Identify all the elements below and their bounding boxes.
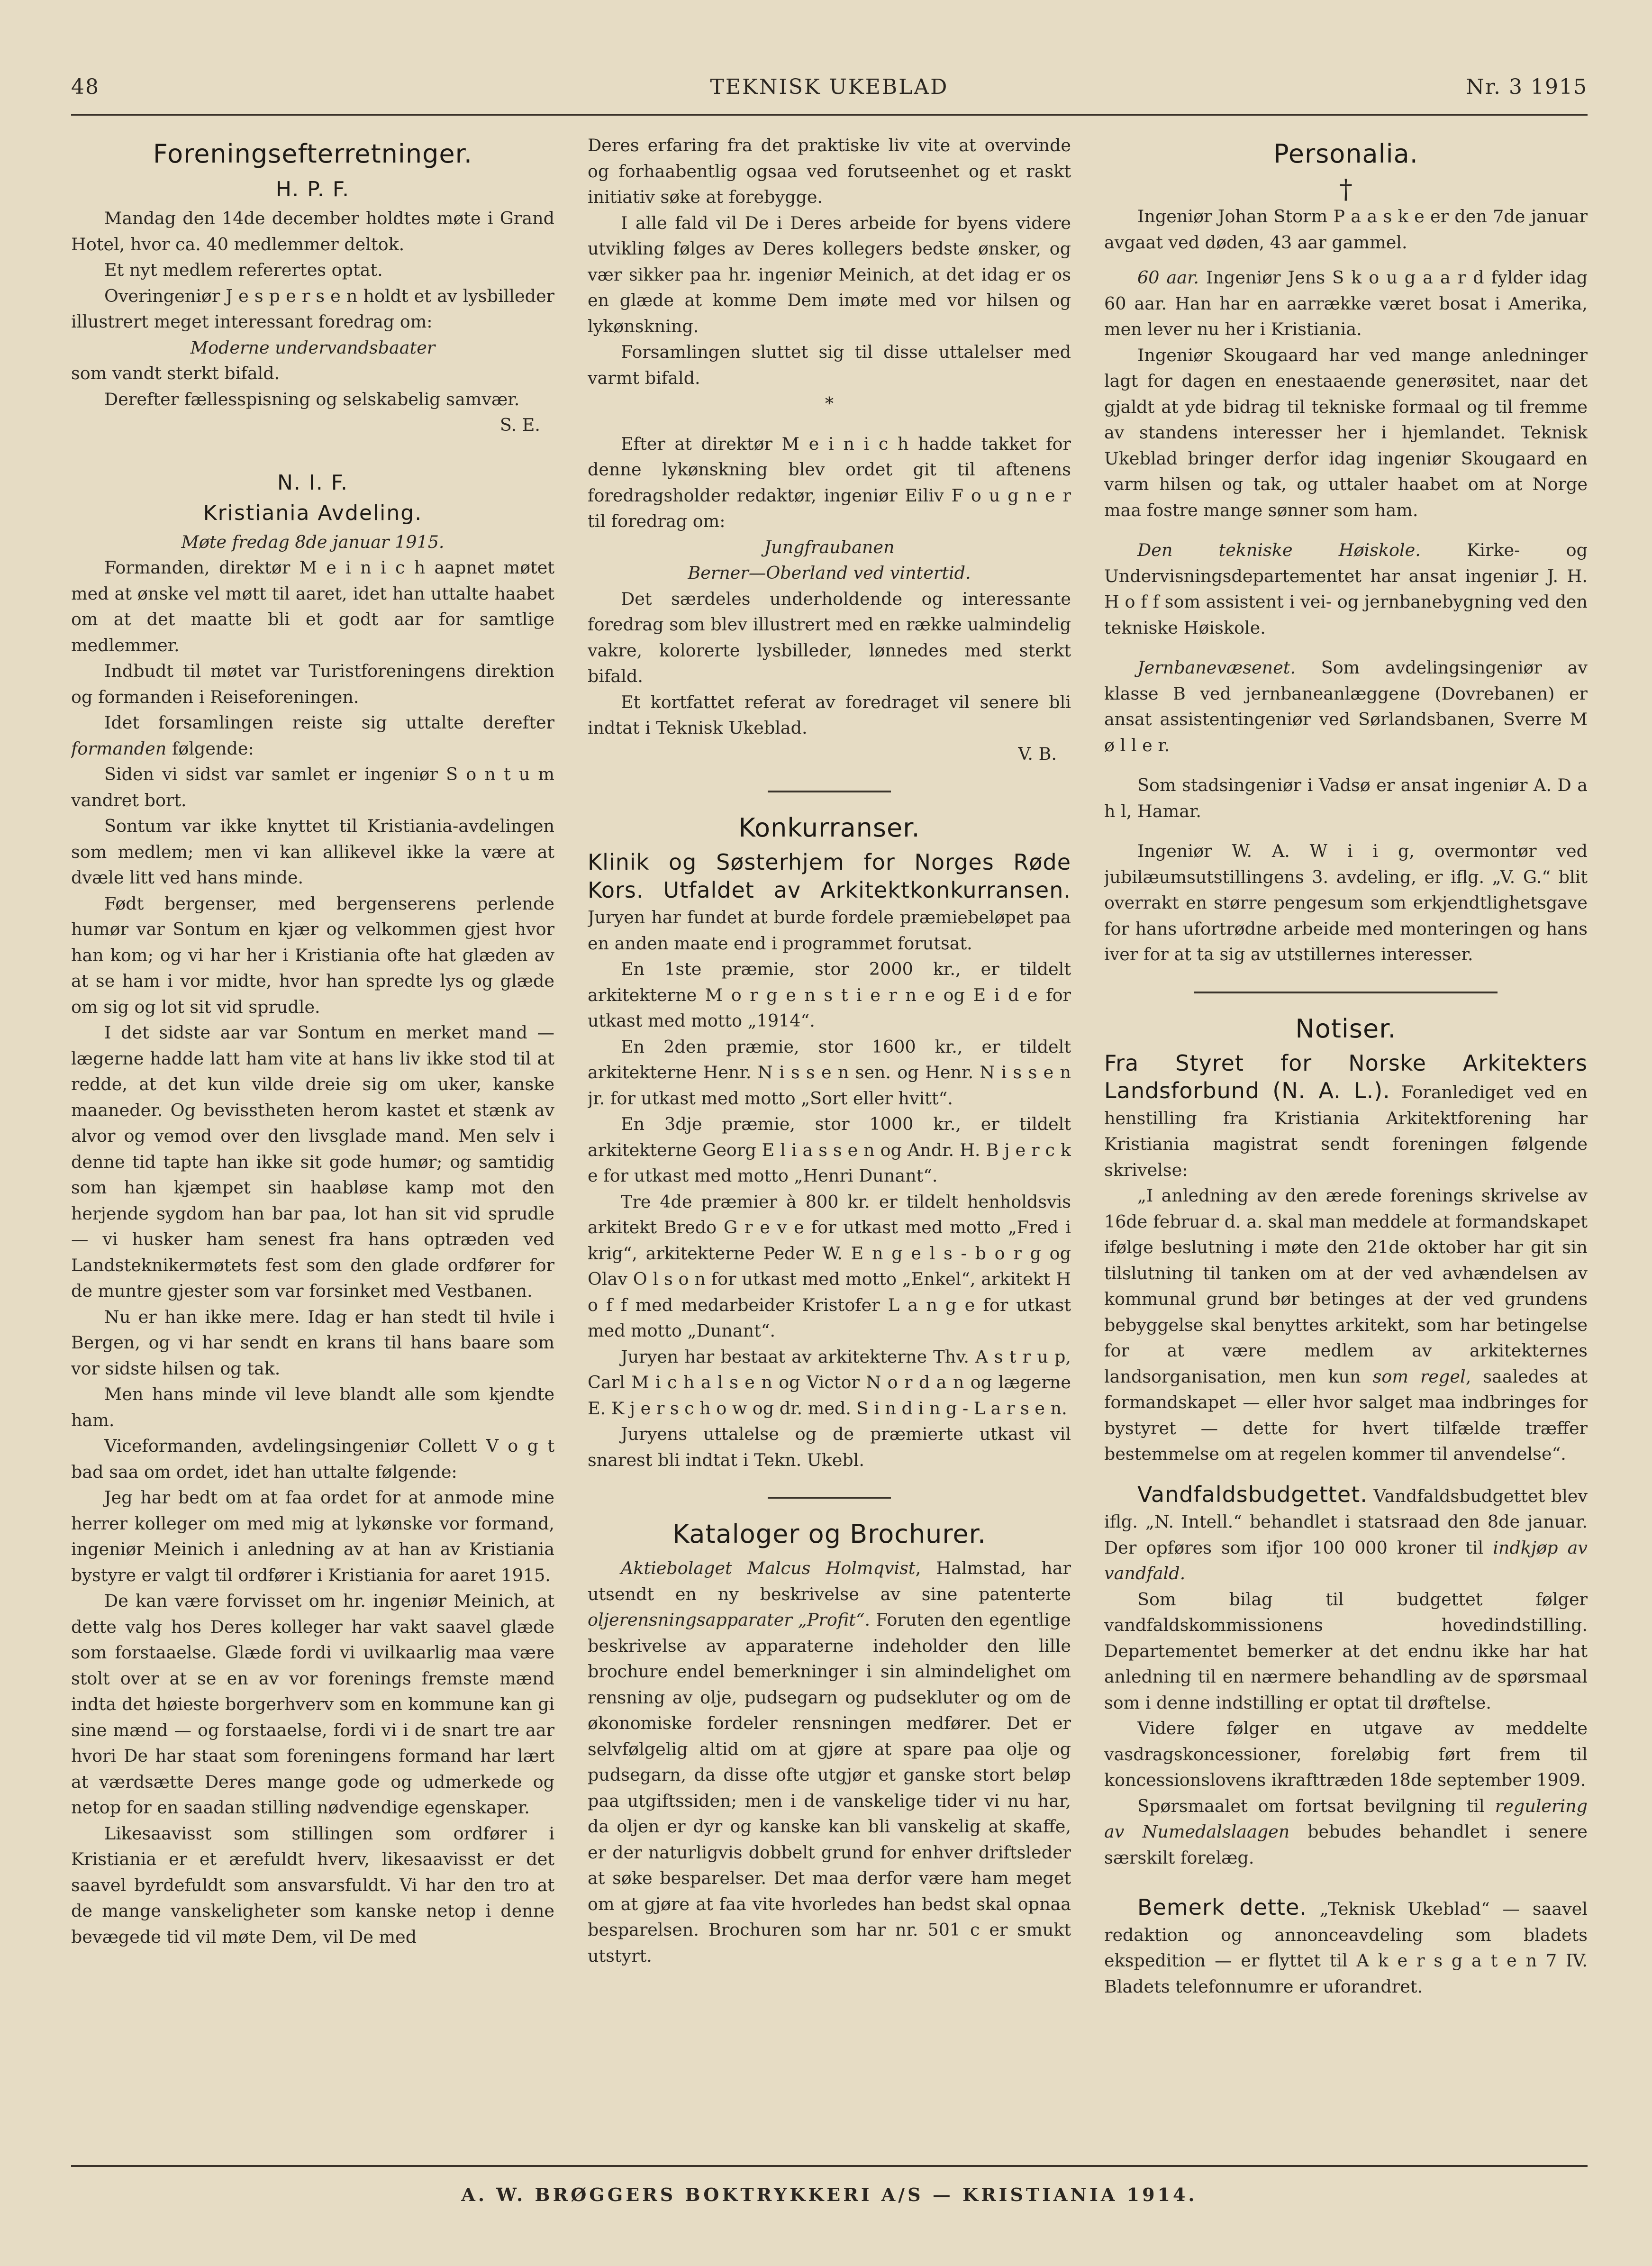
text: „I anledning av den ærede forenings skrivelse av 16de februar d. a. skal man meddele at formandskapet ifølge beslutning i møte den 21de oktober har git sin tilslutning til tanken om at der ved avhændelsen av kommunal grund bør betinges at der ved grundens bebyggelse skal benyttes arkitekt, som har betingelse for at være medlem av arkitekternes landsorganisation, men kun xyxy=(1104,1185,1588,1387)
italic-text: regulering av Numedalslaagen xyxy=(1104,1795,1588,1842)
paragraph: En 2den præmie, stor 1600 kr., er tildelt arkitekterne Henr. N i s s e n sen. og Henr. N i s s e n jr. for utkast med motto „Sort eller hvitt“. xyxy=(588,1036,1071,1109)
spacer xyxy=(588,417,1071,431)
paragraph: Deres erfaring fra det praktiske liv vite at overvinde og forhaabentlig ogsaa ved forutseenhet og et raskt initiativ søke at forebygge. xyxy=(588,135,1071,207)
paragraph: Jeg har bedt om at faa ordet for at anmode mine herrer kolleger om med mig at lykønske vor formand, ingeniør Meinich i anledning av at han av Kristiania bystyre er valgt til ordfører i Kristiania for aaret 1915. xyxy=(71,1487,554,1585)
paragraph xyxy=(1104,537,1588,641)
spacer xyxy=(1104,824,1588,838)
italic-text: oljerensningsapparater „Profit“ xyxy=(588,1610,865,1630)
paragraph: Som bilag til budgettet følger vandfaldskommissionens hovedindstilling. Departementet bemerker at det endnu ikke har hat anledning til en nærmere behandling av de spørsmaal som i denne indstilling er optat til drøftelse. xyxy=(1104,1589,1588,1713)
lecture-subtitle: Berner—Oberland ved vintertid. xyxy=(688,563,971,583)
subheading-kristiania: Kristiania Avdeling. xyxy=(203,501,423,525)
lead-heading: Vandfaldsbudgettet. xyxy=(1137,1481,1368,1507)
paragraph: I alle fald vil De i Deres arbeide for byens videre utvikling følges av Deres kollegers bedste ønsker, og vær sikker paa hr. ingeniør Meinich, at det idag er os en glæde at komme Dem imøte med vor hilsen og lykønskning. xyxy=(588,212,1071,337)
text: , Halmstad, har utsendt en ny beskrivelse av sine patenterte xyxy=(588,1558,1071,1604)
footer-rule xyxy=(71,2165,1588,2167)
spacer xyxy=(71,438,554,467)
text: bebudes behandlet i senere særskilt forelæg. xyxy=(1104,1821,1588,1868)
paragraph: Det særdeles underholdende og interessante foredrag som blev illustrert med en række ualmindelig vakre, kolorerte lysbilleder, lønnedes med sterkt bifald. xyxy=(588,588,1071,686)
paragraph: Nu er han ikke mere. Idag er han stedt til hvile i Bergen, og vi har sendt en krans til hans baare som vor sidste hilsen og tak. xyxy=(71,1306,554,1379)
page-number: 48 xyxy=(71,75,100,99)
text: Foranlediget ved en henstilling fra Kristiania Arkitektforening har Kristiania magistrat sendt foreningen følgende skrivelse: xyxy=(1104,1082,1588,1180)
text: Juryen har fundet at burde fordele præmiebeløpet paa en anden maate end i programmet forutsat. xyxy=(588,907,1071,954)
text: , saaledes at formandskapet — eller hvor salget maa indbringes for bystyret — dette for hvert tilfælde træffer bestemmelse om at regelen kommer til anvendelse“. xyxy=(1104,1366,1588,1464)
text: Spørsmaalet om fortsat bevilgning til xyxy=(1137,1795,1495,1816)
italic-text: Aktiebolaget Malcus Holmqvist xyxy=(621,1558,916,1578)
signature: V. B. xyxy=(1018,743,1057,764)
lead-heading: Bemerk dette. xyxy=(1137,1894,1307,1920)
section-heading-konkurranser: Konkurranser. xyxy=(738,813,920,843)
paragraph: Efter at direktør M e i n i c h hadde takket for denne lykønskning blev ordet git til aftenens foredragsholder redaktør, ingeniør Eiliv F o u g n e r til foredrag om: xyxy=(588,433,1071,531)
paragraph: De kan være forvisset om hr. ingeniør Meinich, at dette valg hos Deres kolleger har vakt saavel glæde som forstaaelse. Glæde fordi vi uvilkaarlig maa være stolt over at se en av vor forenings fremste mænd indta det høieste borgerhverv som en kommune kan gi sine mænd — og forstaaelse, fordi vi i de snart tre aar hvori De har staat som foreningens formand har lært at værdsætte Deres mange gode og udmerkede og netop for en saadan stilling nødvendige egenskaper. xyxy=(71,1591,554,1818)
paragraph: Født bergenser, med bergenserens perlende humør var Sontum en kjær og velkommen gjest hvor han kom; og vi har her i Kristiania ofte hat glæden av at se ham i vor midte, hvor han spredte lys og glæde om sig og lot sit vid sprudle. xyxy=(71,893,554,1017)
paragraph xyxy=(1104,1482,1588,1587)
paragraph: I det sidste aar var Sontum en merket mand — lægerne hadde latt ham vite at hans liv ikke stod til at redde, at det kun vilde dreie sig om uker, kanske maaneder. Og bevisstheten herom kastet et stænk av alvor og vemod over den livsglade mand. Men selv i denne tid tapte han ikke sit gode humør; og samtidig som han kjæmpet sin haabløse kamp mot den herjende sygdom han bar paa, lot han sit vid sprudle — vi husker ham senest fra hans optræden ved Landsteknikermøtets fest som den glade ordfører for de muntre gjester som var forsinket med Vestbanen. xyxy=(71,1022,554,1301)
text: Som avdelingsingeniør av klasse B ved jernbaneanlæggene (Dovrebanen) er ansat assistentingeniør ved Sørlandsbanen, Sverre M ø l l e r. xyxy=(1104,657,1588,755)
paragraph: Som stadsingeniør i Vadsø er ansat ingeniør A. D a h l, Hamar. xyxy=(1104,775,1588,821)
paragraph: En 3dje præmie, stor 1000 kr., er tildelt arkitekterne Georg E l i a s s e n og Andr. H. B j e r c k e for utkast med motto „Henri Dunant“. xyxy=(588,1114,1071,1186)
paragraph: Juryen har bestaat av arkitekterne Thv. A s t r u p, Carl M i c h a l s e n og Victor N o r d a n og lægerne E. K j e r s c h o w og dr. med. S i n d i n g - L a r s e n. xyxy=(588,1346,1071,1419)
italic-text: Jernbanevæsenet. xyxy=(1137,657,1296,678)
printer-imprint: A. W. BRØGGERS BOKTRYKKERI A/S — KRISTIANIA 1914. xyxy=(461,2184,1198,2205)
paragraph: Tre 4de præmier à 800 kr. er tildelt henholdsvis arkitekt Bredo G r e v e for utkast med motto „Fred i krig“, arkitekterne Peder W. E n g e l s - b o r g og Olav O l s o n for utkast med motto „Enkel“, arkitekt H o f f med medarbeider Kristofer L a n g e for utkast med motto „Dunant“. xyxy=(588,1191,1071,1341)
section-heading-kataloger: Kataloger og Brochurer. xyxy=(672,1519,987,1549)
text: Ingeniør Jens S k o u g a a r d fylder idag 60 aar. Han har en aarrække været bosat i Amerika, men lever nu her i Kristiania. xyxy=(1104,267,1588,339)
section-rule xyxy=(1194,992,1498,993)
spacer xyxy=(1104,641,1588,655)
issue-label: Nr. 3 1915 xyxy=(1466,75,1588,99)
paragraph xyxy=(1104,1050,1588,1183)
paragraph xyxy=(588,1556,1071,1969)
spacer xyxy=(1104,1871,1588,1894)
section-heading-foreningsefterretninger: Foreningsefterretninger. xyxy=(153,139,472,169)
journal-title: TEKNISK UKEBLAD xyxy=(710,75,949,99)
text: følgende: xyxy=(166,738,254,759)
paragraph xyxy=(588,849,1071,956)
paragraph: Derefter fællesspisning og selskabelig samvær. xyxy=(104,389,520,410)
paragraph: Mandag den 14de december holdtes møte i Grand Hotel, hvor ca. 40 medlemmer deltok. xyxy=(71,208,554,255)
paragraph: Siden vi sidst var samlet er ingeniør S o n t u m vandret bort. xyxy=(71,764,554,810)
paragraph: Juryens uttalelse og de præmierte utkast vil snarest bli indtat i Tekn. Ukebl. xyxy=(588,1424,1071,1470)
paragraph xyxy=(1104,1183,1588,1467)
section-rule xyxy=(768,791,891,792)
paragraph: Viceformanden, avdelingsingeniør Collett V o g t bad saa om ordet, idet han uttalte følgende: xyxy=(71,1436,554,1482)
paragraph xyxy=(1104,1793,1588,1871)
lead-heading: Fra Styret for Norske Arkitekters Landsforbund (N. A. L.). xyxy=(1104,1050,1588,1103)
page-header xyxy=(71,70,1588,108)
text: Idet forsamlingen reiste sig uttalte derefter xyxy=(104,712,554,733)
text: Kirke- og Undervisningsdepartementet har ansat ingeniør J. H. H o f f som assistent i vei- og jernbanebygning ved den tekniske Høiskole. xyxy=(1104,540,1588,638)
paragraph: Sontum var ikke knyttet til Kristiania-avdelingen som medlem; men vi kan allikevel ikke la være at dvæle litt ved hans minde. xyxy=(71,816,554,888)
text: Vandfaldsbudgettet blev iflg. „N. Intell.“ behandlet i statsraad den 8de januar. Der opføres som ifjor 100 000 kroner til xyxy=(1104,1485,1588,1558)
text: . Foruten den egentlige beskrivelse av apparaterne indeholder den lille brochure endel bemerkninger i sin almindelighet om rensning av olje, pudsegarn og pudsekluter og om de økonomiske fordeler rensningen medfører. Det er selvfølgelig altid om at gjøre at spare paa olje og pudsegarn, da disse ofte utgjør et ganske stort beløp paa utgiftssiden; men i de vanskelige tider vi nu har, da oljen er dyr og kanske kan bli vanskelig at skaffe, er der naturligvis dobbelt grund for enhver driftsleder at søke besparelser. Det maa derfor være ham meget om at gjøre at faa vite hvorledes han bedst skal opnaa besparelsen. Brochuren som har nr. 501 c er smukt utstyrt. xyxy=(588,1610,1071,1966)
cross-icon: † xyxy=(1339,174,1352,205)
lecture-title: Moderne undervandsbaater xyxy=(190,337,436,358)
italic-text: som regel xyxy=(1372,1366,1466,1387)
section-heading-notiser: Notiser. xyxy=(1295,1013,1397,1044)
paragraph: Indbudt til møtet var Turistforeningens direktion og formanden i Reiseforeningen. xyxy=(71,661,554,707)
section-heading-personalia: Personalia. xyxy=(1273,139,1418,169)
spacer xyxy=(1104,523,1588,537)
spacer xyxy=(1104,758,1588,773)
paragraph xyxy=(1104,655,1588,758)
text: „Teknisk Ukeblad“ — saavel redaktion og annonceavdeling som bladets ekspedition — er flyttet til A k e r s g a t e n 7 IV. Bladets telefonnumre er uforandret. xyxy=(1104,1899,1588,1997)
column-2 xyxy=(588,133,1071,2147)
paragraph: Ingeniør Skougaard har ved mange anledninger lagt for dagen en enestaaende generøsitet, naar det gjaldt at yde bidrag til tekniske formaal og til fremme av standens interesser her i hjemlandet. Teknisk Ukeblad bringer derfor idag ingeniør Skougaard en varm hilsen og tak, og uttaler haabet om at Norge maa fostre mange sønner som ham. xyxy=(1104,345,1588,520)
paragraph: Et nyt medlem referertes optat. xyxy=(104,260,383,280)
paragraph: Men hans minde vil leve blandt alle som kjendte ham. xyxy=(71,1384,554,1430)
paragraph: Videre følger en utgave av meddelte vasdragskoncessioner, foreløbig ført frem til koncessionslovens ikrafttræden 18de september 1909. xyxy=(1104,1718,1588,1790)
subheading-nif: N. I. F. xyxy=(277,470,349,495)
paragraph: Formanden, direktør M e i n i c h aapnet møtet med at ønske vel møtt til aaret, idet han uttalte haabet om at det maatte bli et godt aar for samtlige medlemmer. xyxy=(71,557,554,655)
subheading-hpf: H. P. F. xyxy=(275,177,350,201)
paragraph: Et kortfattet referat av foredraget vil senere bli indtat i Teknisk Ukeblad. xyxy=(588,692,1071,738)
section-rule xyxy=(768,1497,891,1499)
italic-text: indkjøp av vandfald. xyxy=(1104,1537,1588,1583)
paragraph: Likesaavisst som stillingen som ordfører i Kristiania er et ærefuldt hverv, likesaavisst er det saavel byrdefuldt som ansvarsfuldt. Vi har den tro at de mange vanskeligheter som kanske netop i denne bevægede tid vil møte Dem, vil De med xyxy=(71,1823,554,1947)
lead-heading: Klinik og Søsterhjem for Norges Røde Kors. Utfaldet av Arkitektkonkurransen. xyxy=(588,849,1071,903)
italic-text: 60 aar. xyxy=(1137,267,1199,288)
lecture-title: Jungfraubanen xyxy=(764,537,895,557)
spacer xyxy=(1104,255,1588,265)
meeting-date: Møte fredag 8de januar 1915. xyxy=(181,531,445,552)
paragraph xyxy=(1104,265,1588,343)
column-1 xyxy=(71,133,554,2147)
paragraph: En 1ste præmie, stor 2000 kr., er tildelt arkitekterne M o r g e n s t i e r n e og E i d e for utkast med motto „1914“. xyxy=(588,959,1071,1031)
paragraph: Overingeniør J e s p e r s e n holdt et av lysbilleder illustrert meget interessant foredrag om: xyxy=(71,285,554,332)
italic-text: Den tekniske Høiskole. xyxy=(1137,540,1421,560)
paragraph: Ingeniør Johan Storm P a a s k e er den 7de januar avgaat ved døden, 43 aar gammel. xyxy=(1104,206,1588,253)
signature: S. E. xyxy=(499,415,540,435)
column-3 xyxy=(1104,133,1588,2147)
asterisk-divider: * xyxy=(825,393,834,414)
italic-text: formanden xyxy=(71,738,167,759)
paragraph xyxy=(71,710,554,762)
paragraph: Forsamlingen sluttet sig til disse uttalelser med varmt bifald. xyxy=(588,342,1071,388)
paragraph xyxy=(1104,1894,1588,2000)
header-rule xyxy=(71,114,1588,116)
paragraph: som vandt sterkt bifald. xyxy=(71,363,280,383)
spacer xyxy=(1104,1467,1588,1482)
paragraph: Ingeniør W. A. W i i g, overmontør ved jubilæumsutstillingens 3. avdeling, er iflg. „V. G.“ blit overrakt en større pengesum som erkjendtlighetsgave for hans ufortrødne arbeide med monteringen og hans iver for at ta sig av utstillernes interesser. xyxy=(1104,841,1588,965)
